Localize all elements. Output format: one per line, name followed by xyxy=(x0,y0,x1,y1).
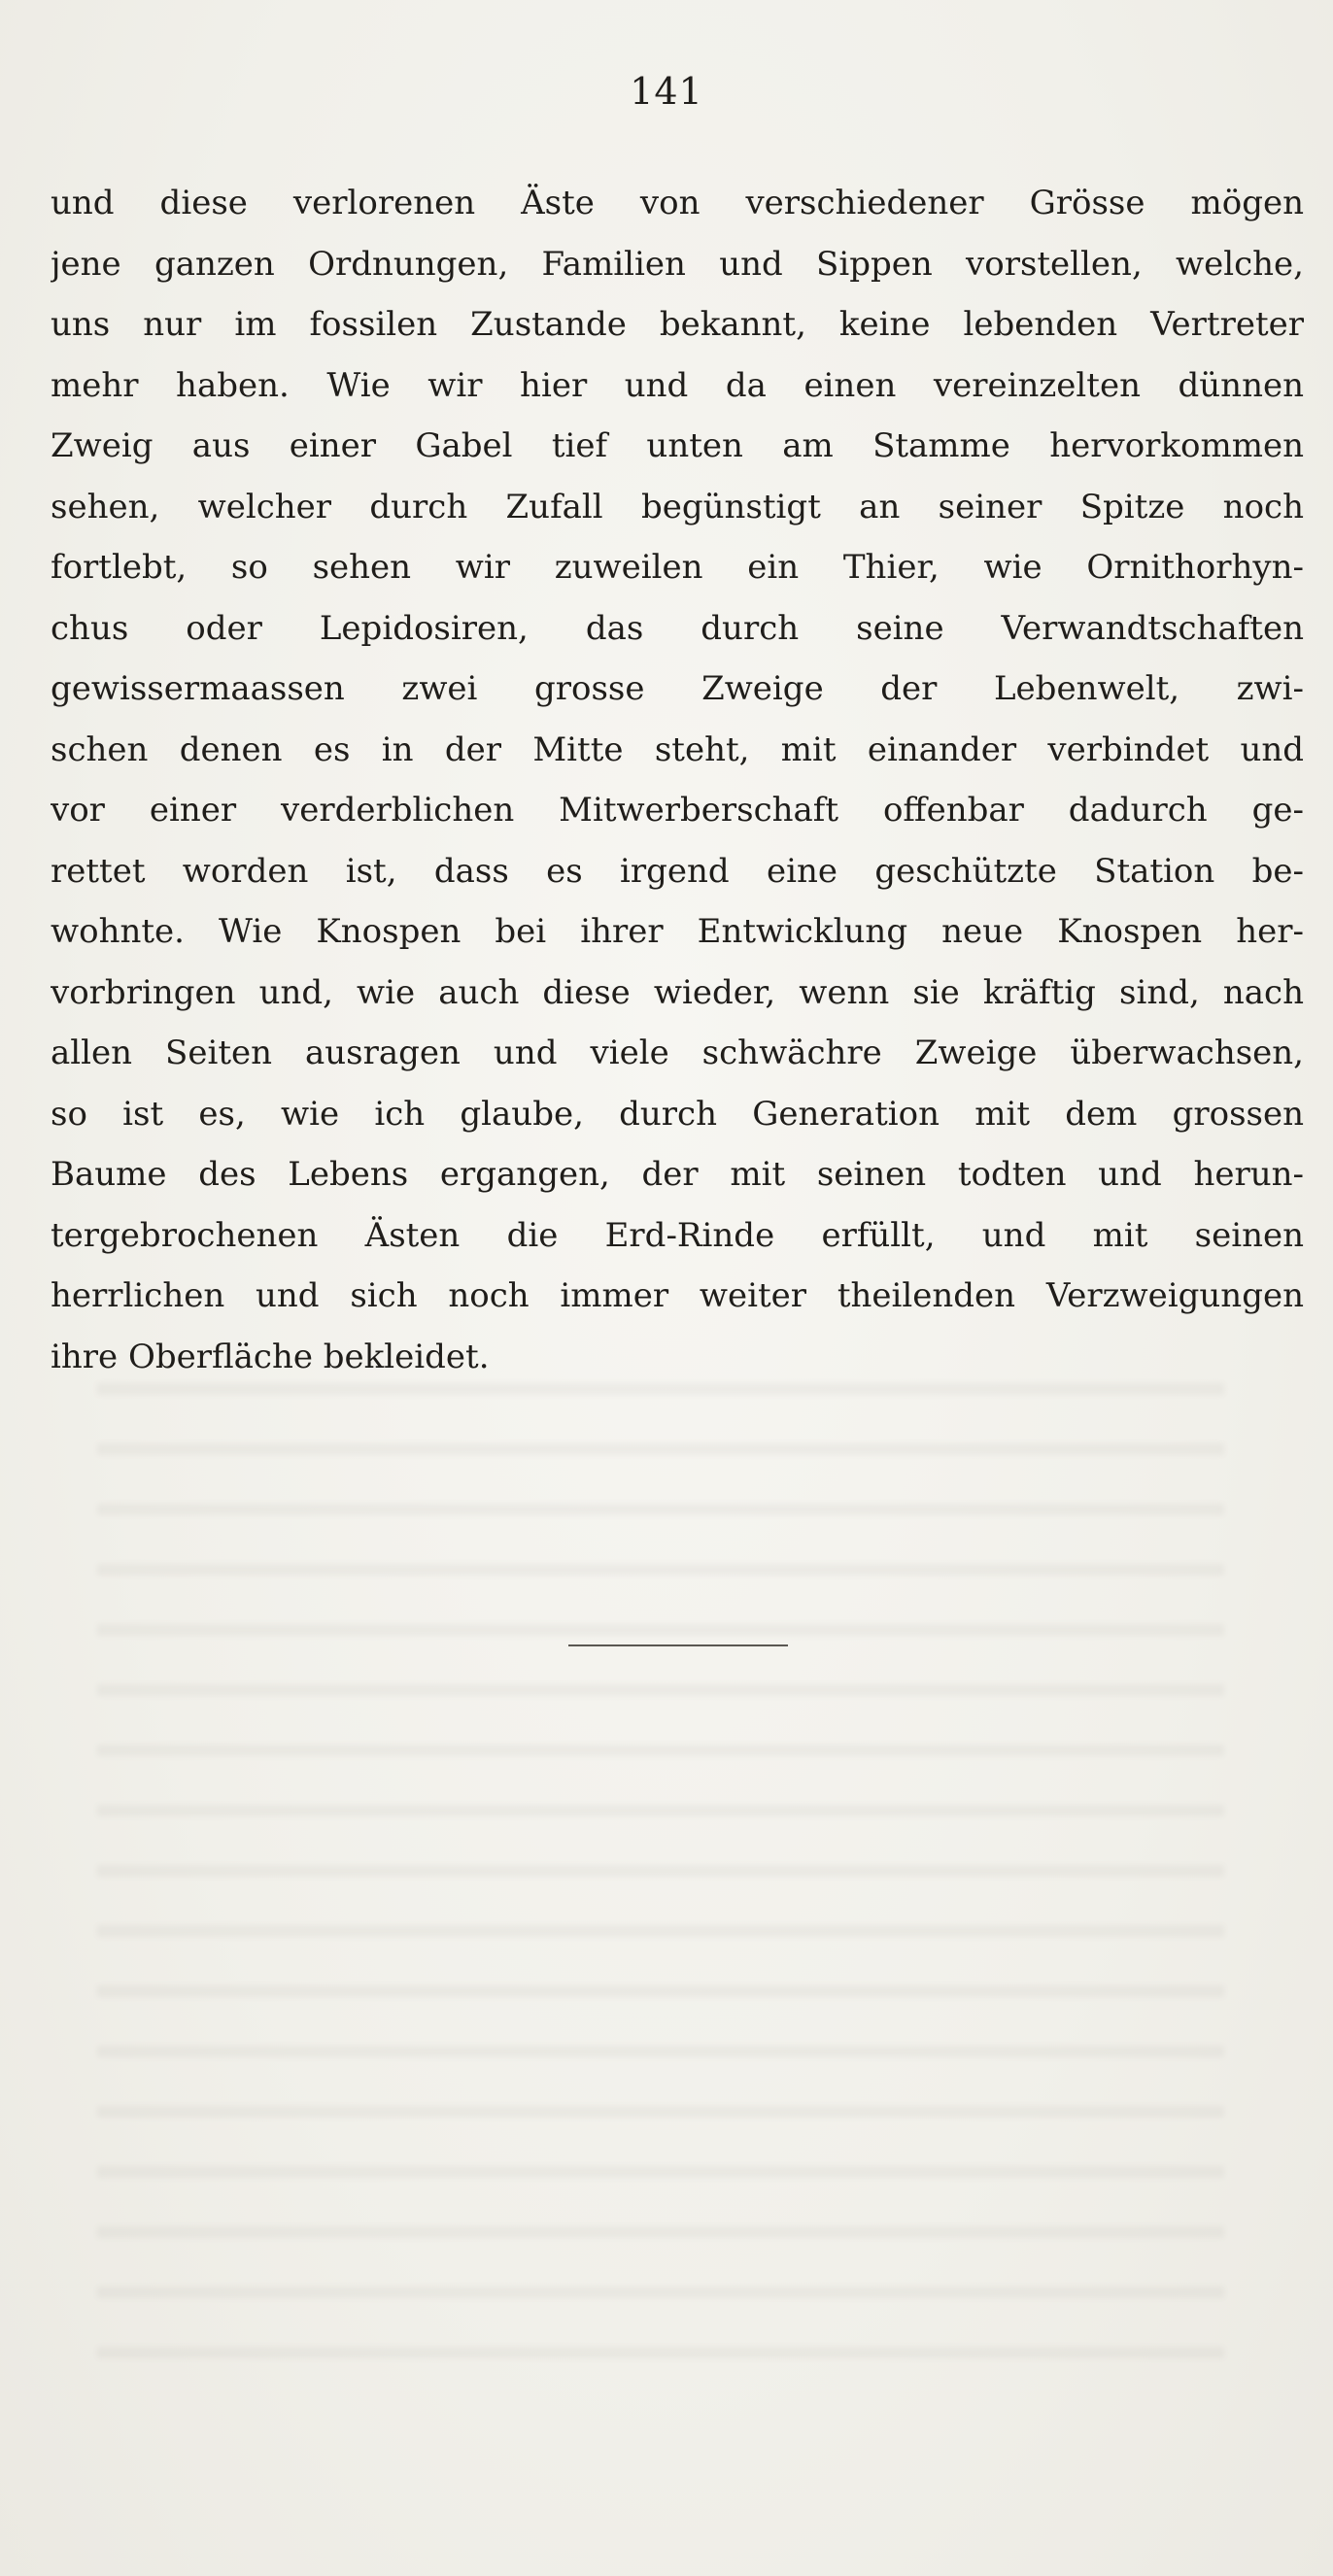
text-line: herrlichen und sich noch immer weiter theilenden Verzweigungen xyxy=(51,1276,1304,1315)
page-number: 141 xyxy=(630,70,703,113)
text-line: wohnte. Wie Knospen bei ihrer Entwicklung neue Knospen her- xyxy=(51,912,1304,951)
text-line: so ist es, wie ich glaube, durch Generation mit dem grossen xyxy=(51,1094,1304,1134)
text-line: allen Seiten ausragen und viele schwächre Zweige überwachsen, xyxy=(51,1034,1304,1072)
show-through-texture xyxy=(97,1350,1224,2399)
text-line: gewissermaassen zwei grosse Zweige der Lebenwelt, zwi- xyxy=(51,669,1304,708)
text-line: uns nur im fossilen Zustande bekannt, keine lebenden Vertreter xyxy=(51,305,1304,344)
text-line: fortlebt, so sehen wir zuweilen ein Thier, wie Ornithorhyn- xyxy=(51,548,1304,587)
text-line: sehen, welcher durch Zufall begünstigt an seiner Spitze noch xyxy=(51,487,1304,526)
text-line: jene ganzen Ordnungen, Familien und Sippen vorstellen, welche, xyxy=(51,244,1304,284)
text-line: und diese verlorenen Äste von verschiedener Grösse mögen xyxy=(51,184,1304,222)
text-line: Zweig aus einer Gabel tief unten am Stamme hervorkommen xyxy=(51,426,1304,465)
body-text xyxy=(51,173,1304,1387)
text-line: Baume des Lebens ergangen, der mit seinen todten und herun- xyxy=(51,1155,1304,1194)
text-line: rettet worden ist, dass es irgend eine geschützte Station be- xyxy=(51,851,1304,891)
text-line: mehr haben. Wie wir hier und da einen vereinzelten dünnen xyxy=(51,365,1304,405)
text-line: vorbringen und, wie auch diese wieder, wenn sie kräftig sind, nach xyxy=(51,972,1304,1012)
text-line: chus oder Lepidosiren, das durch seine Verwandtschaften xyxy=(51,608,1304,648)
text-line: vor einer verderblichen Mitwerberschaft offenbar dadurch ge- xyxy=(51,791,1304,830)
section-divider xyxy=(568,1644,788,1646)
text-line: schen denen es in der Mitte steht, mit einander verbindet und xyxy=(51,729,1304,769)
text-line: ihre Oberfläche bekleidet. xyxy=(51,1337,490,1376)
text-line: tergebrochenen Ästen die Erd-Rinde erfüllt, und mit seinen xyxy=(51,1215,1304,1255)
